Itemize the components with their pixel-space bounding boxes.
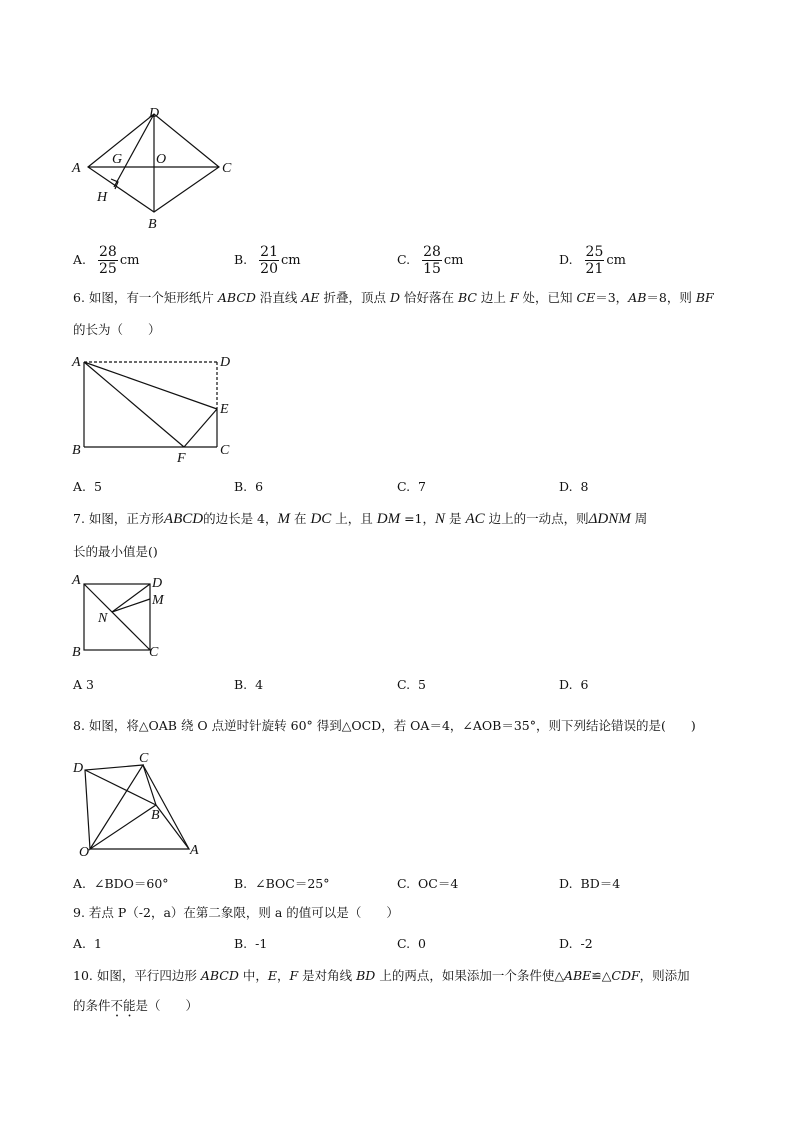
q6-option-b[interactable]: B. 6 — [234, 479, 264, 494]
q6-stem: 6. 如图，有一个矩形纸片 ABCD 沿直线 AE 折叠，顶点 D 恰好落在 BC 边上 F 处，已知 CE＝3，AB＝8，则 BF — [73, 290, 714, 305]
q7-option-a[interactable]: A 3 — [73, 677, 94, 692]
q9-stem: 9. 若点 P（-2，a）在第二象限，则 a 的值可以是（ ） — [73, 905, 399, 920]
label-D: D — [152, 576, 163, 591]
label-B: B — [72, 645, 81, 660]
q7-stem: 7. 如图，正方形ABCD的边长是 4，M 在 DC 上，且 DM =1，N 是 AC 边上的一动点，则ΔDNM 周 — [73, 511, 648, 527]
label-F: F — [177, 451, 186, 465]
q8-option-c[interactable]: C. OC＝4 — [397, 876, 459, 891]
q9-option-d[interactable]: D. -2 — [559, 936, 593, 951]
label-D: D — [73, 761, 84, 776]
label-D: D — [220, 355, 231, 370]
label-H: H — [97, 190, 108, 205]
q6-stem-line2: 的长为（ ） — [73, 322, 161, 337]
label-A: A — [190, 843, 199, 858]
label-N: N — [98, 611, 108, 626]
rectangle-fold-figure — [66, 350, 246, 465]
q6-option-d[interactable]: D. 8 — [559, 479, 589, 494]
square-figure — [66, 572, 176, 662]
q6-option-a[interactable]: A. 5 — [73, 479, 102, 494]
label-B: B — [148, 217, 157, 232]
q5-option-d[interactable]: D. $\frac{25}{21}$ cm — [559, 244, 626, 277]
q8-option-b[interactable]: B. ∠BOC＝25° — [234, 876, 330, 891]
q7-option-c[interactable]: C. 5 — [397, 677, 426, 692]
q5-option-b[interactable]: B. $\frac{21}{20}$ cm — [234, 244, 301, 277]
label-E: E — [220, 402, 229, 417]
label-O: O — [79, 845, 90, 860]
label-C: C — [149, 645, 159, 660]
label-D: D — [149, 106, 160, 121]
label-A: A — [72, 355, 81, 370]
label-C: C — [222, 161, 232, 176]
rhombus-figure — [66, 100, 246, 235]
label-C: C — [220, 443, 230, 458]
label-G: G — [112, 152, 123, 167]
q5-option-c[interactable]: C. $\frac{28}{15}$ cm — [397, 244, 464, 277]
q9-option-b[interactable]: B. -1 — [234, 936, 268, 951]
q10-stem: 10. 如图，平行四边形 ABCD 中，E，F 是对角线 BD 上的两点，如果添加一个条件使△ABE≌△CDF，则添加 — [73, 968, 690, 983]
q7-option-d[interactable]: D. 6 — [559, 677, 589, 692]
label-B: B — [151, 808, 160, 823]
label-C: C — [139, 751, 149, 766]
label-M: M — [152, 593, 164, 608]
label-A: A — [72, 573, 81, 588]
q9-option-c[interactable]: C. 0 — [397, 936, 426, 951]
q5-option-a[interactable]: A. $\frac{28}{25}$ cm — [73, 244, 140, 277]
label-A: A — [72, 161, 81, 176]
q6-option-c[interactable]: C. 7 — [397, 479, 426, 494]
q8-option-a[interactable]: A. ∠BDO＝60° — [73, 876, 169, 891]
q7-option-b[interactable]: B. 4 — [234, 677, 264, 692]
q7-stem-line2: 长的最小值是() — [73, 544, 158, 559]
q9-option-a[interactable]: A. 1 — [73, 936, 102, 951]
q8-option-d[interactable]: D. BD＝4 — [559, 876, 621, 891]
q8-stem: 8. 如图，将△OAB 绕 O 点逆时针旋转 60° 得到△OCD，若 OA＝4，∠AOB＝35°，则下列结论错误的是( ) — [73, 718, 696, 733]
label-B: B — [72, 443, 81, 458]
q10-stem-line2: 的条件不能是（ ） — [73, 998, 199, 1013]
rotation-figure — [66, 748, 216, 860]
label-O: O — [156, 152, 167, 167]
